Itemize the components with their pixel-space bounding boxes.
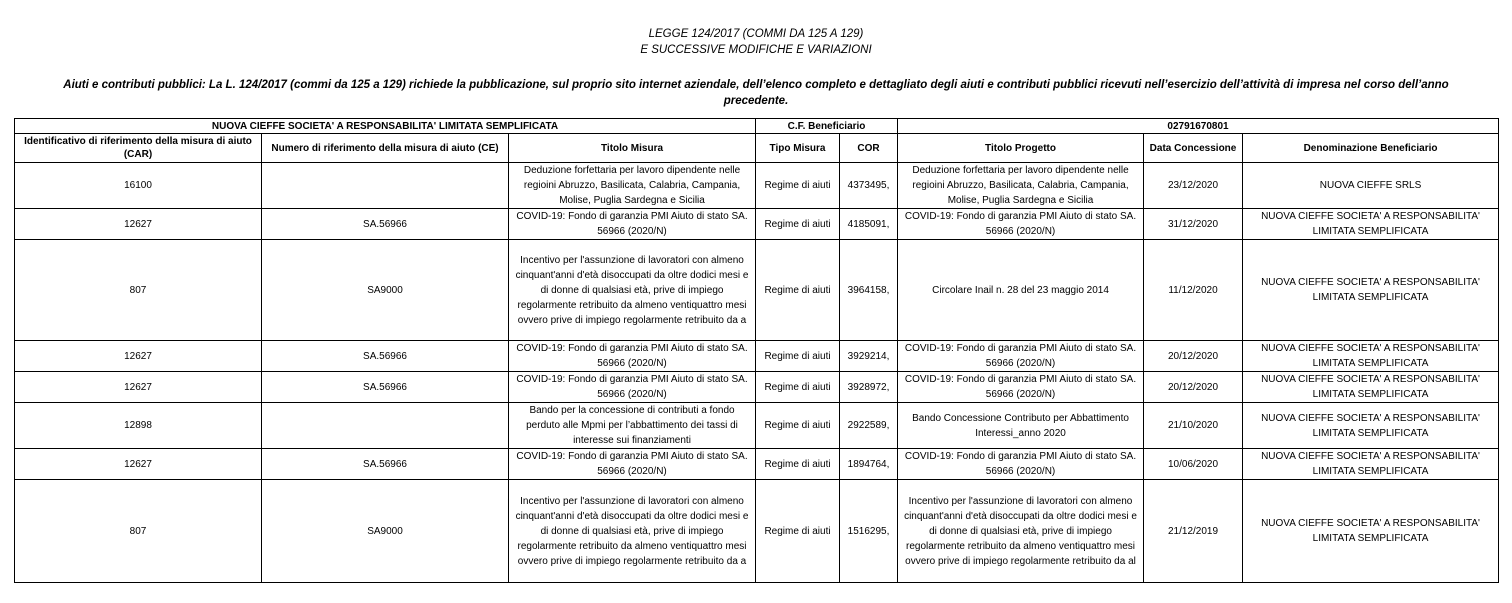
- cell-denominazione: NUOVA CIEFFE SOCIETA' A RESPONSABILITA' LIMITATA SEMPLIFICATA: [1243, 372, 1499, 403]
- cell-ce: SA.56966: [262, 209, 509, 240]
- company-name: NUOVA CIEFFE SOCIETA' A RESPONSABILITA' LIMITATA SEMPLIFICATA: [15, 119, 756, 134]
- column-header-row: [15, 134, 1499, 163]
- cell-cor: 2922589,: [840, 403, 898, 449]
- cell-tipo-misura: Regime di aiuti: [756, 341, 840, 372]
- header-data-concessione: Data Concessione: [1144, 134, 1243, 163]
- company-row: [15, 119, 1499, 134]
- header-tipo-misura: Tipo Misura: [756, 134, 840, 163]
- cell-data-concessione: 21/10/2020: [1144, 403, 1243, 449]
- cell-titolo-misura: Incentivo per l'assunzione di lavoratori con almeno cinquant'anni d'età disoccupati da oltre dodici mesi e di donne di qualsiasi età, prive di impiego regolarmente retribuito da almeno ventiquattro mesi ovvero prive di impiego regolarmente retribuito da a: [509, 240, 756, 341]
- table-row: [15, 341, 1499, 372]
- cell-data-concessione: 31/12/2020: [1144, 209, 1243, 240]
- table-row: [15, 480, 1499, 583]
- cell-car: 12627: [15, 449, 262, 480]
- cell-titolo-misura: COVID-19: Fondo di garanzia PMI Aiuto di stato SA. 56966 (2020/N): [509, 372, 756, 403]
- cell-titolo-progetto: Incentivo per l'assunzione di lavoratori con almeno cinquant'anni d'età disoccupati da oltre dodici mesi e di donne di qualsiasi età, prive di impiego regolarmente retribuito da almeno ventiquattro mesi ovvero prive di impiego regolarmente retribuito da al: [898, 480, 1144, 583]
- table-row: [15, 209, 1499, 240]
- header-denominazione: Denominazione Beneficiario: [1243, 134, 1499, 163]
- cell-cor: 4373495,: [840, 163, 898, 209]
- cell-denominazione: NUOVA CIEFFE SOCIETA' A RESPONSABILITA' LIMITATA SEMPLIFICATA: [1243, 341, 1499, 372]
- header-car: Identificativo di riferimento della misura di aiuto (CAR): [15, 134, 262, 163]
- cell-titolo-progetto: Deduzione forfettaria per lavoro dipendente nelle regioini Abruzzo, Basilicata, Calabria, Campania, Molise, Puglia Sardegna e Sicilia: [898, 163, 1144, 209]
- document-title: [0, 26, 1512, 58]
- intro-paragraph: [30, 77, 1482, 109]
- cell-titolo-misura: COVID-19: Fondo di garanzia PMI Aiuto di stato SA. 56966 (2020/N): [509, 341, 756, 372]
- cell-denominazione: NUOVA CIEFFE SRLS: [1243, 163, 1499, 209]
- cell-denominazione: NUOVA CIEFFE SOCIETA' A RESPONSABILITA' LIMITATA SEMPLIFICATA: [1243, 240, 1499, 341]
- cell-ce: [262, 403, 509, 449]
- table-row: [15, 372, 1499, 403]
- cell-titolo-misura: Incentivo per l'assunzione di lavoratori con almeno cinquant'anni d'età disoccupati da oltre dodici mesi e di donne di qualsiasi età, prive di impiego regolarmente retribuito da almeno ventiquattro mesi ovvero prive di impiego regolarmente retribuito da a: [509, 480, 756, 583]
- cell-denominazione: NUOVA CIEFFE SOCIETA' A RESPONSABILITA' LIMITATA SEMPLIFICATA: [1243, 403, 1499, 449]
- title-line-1: LEGGE 124/2017 (COMMI DA 125 A 129): [648, 28, 864, 40]
- cell-ce: SA9000: [262, 240, 509, 341]
- cell-ce: SA9000: [262, 480, 509, 583]
- cell-cor: 3929214,: [840, 341, 898, 372]
- cell-titolo-misura: COVID-19: Fondo di garanzia PMI Aiuto di stato SA. 56966 (2020/N): [509, 449, 756, 480]
- cell-car: 16100: [15, 163, 262, 209]
- cell-car: 12627: [15, 341, 262, 372]
- intro-line-1: Aiuti e contributi pubblici: La L. 124/2017 (commi da 125 a 129) richiede la pubblicazione, sul proprio sito internet aziendale, dell’elenco completo e dettagliato degli aiuti e contributi pubblici ricevuti nell’esercizio dell’attività di impresa nel corso dell’anno: [63, 79, 1449, 91]
- cell-denominazione: NUOVA CIEFFE SOCIETA' A RESPONSABILITA' LIMITATA SEMPLIFICATA: [1243, 449, 1499, 480]
- cell-data-concessione: 20/12/2020: [1144, 341, 1243, 372]
- cell-ce: [262, 163, 509, 209]
- cell-ce: SA.56966: [262, 372, 509, 403]
- header-ce: Numero di riferimento della misura di aiuto (CE): [262, 134, 509, 163]
- cell-titolo-misura: Deduzione forfettaria per lavoro dipendente nelle regioini Abruzzo, Basilicata, Calabria, Campania, Molise, Puglia Sardegna e Sicilia: [509, 163, 756, 209]
- table-body: [15, 119, 1499, 583]
- cell-cor: 3928972,: [840, 372, 898, 403]
- cell-ce: SA.56966: [262, 341, 509, 372]
- cell-car: 807: [15, 240, 262, 341]
- cell-cor: 1516295,: [840, 480, 898, 583]
- cell-cor: 3964158,: [840, 240, 898, 341]
- cell-titolo-misura: COVID-19: Fondo di garanzia PMI Aiuto di stato SA. 56966 (2020/N): [509, 209, 756, 240]
- cell-cor: 4185091,: [840, 209, 898, 240]
- cell-tipo-misura: Regime di aiuti: [756, 372, 840, 403]
- cell-tipo-misura: Regime di aiuti: [756, 480, 840, 583]
- cell-titolo-progetto: Bando Concessione Contributo per Abbattimento Interessi_anno 2020: [898, 403, 1144, 449]
- cell-data-concessione: 21/12/2019: [1144, 480, 1243, 583]
- cell-titolo-progetto: COVID-19: Fondo di garanzia PMI Aiuto di stato SA. 56966 (2020/N): [898, 372, 1144, 403]
- cell-data-concessione: 11/12/2020: [1144, 240, 1243, 341]
- cell-tipo-misura: Regime di aiuti: [756, 163, 840, 209]
- header-titolo-progetto: Titolo Progetto: [898, 134, 1144, 163]
- cell-titolo-progetto: COVID-19: Fondo di garanzia PMI Aiuto di stato SA. 56966 (2020/N): [898, 209, 1144, 240]
- cell-data-concessione: 10/06/2020: [1144, 449, 1243, 480]
- cell-tipo-misura: Regime di aiuti: [756, 449, 840, 480]
- cell-data-concessione: 20/12/2020: [1144, 372, 1243, 403]
- header-titolo-misura: Titolo Misura: [509, 134, 756, 163]
- cell-data-concessione: 23/12/2020: [1144, 163, 1243, 209]
- cell-denominazione: NUOVA CIEFFE SOCIETA' A RESPONSABILITA' LIMITATA SEMPLIFICATA: [1243, 480, 1499, 583]
- cell-titolo-misura: Bando per la concessione di contributi a fondo perduto alle Mpmi per l’abbattimento dei tassi di interesse sui finanziamenti: [509, 403, 756, 449]
- cell-cor: 1894764,: [840, 449, 898, 480]
- cell-titolo-progetto: Circolare Inail n. 28 del 23 maggio 2014: [898, 240, 1144, 341]
- cf-label: C.F. Beneficiario: [756, 119, 898, 134]
- table-row: [15, 240, 1499, 341]
- cell-car: 12627: [15, 372, 262, 403]
- title-line-2: E SUCCESSIVE MODIFICHE E VARIAZIONI: [640, 44, 872, 56]
- header-cor: COR: [840, 134, 898, 163]
- table-row: [15, 449, 1499, 480]
- cell-titolo-progetto: COVID-19: Fondo di garanzia PMI Aiuto di stato SA. 56966 (2020/N): [898, 341, 1144, 372]
- cell-tipo-misura: Regime di aiuti: [756, 403, 840, 449]
- cell-denominazione: NUOVA CIEFFE SOCIETA' A RESPONSABILITA' LIMITATA SEMPLIFICATA: [1243, 209, 1499, 240]
- cell-ce: SA.56966: [262, 449, 509, 480]
- cell-tipo-misura: Regime di aiuti: [756, 209, 840, 240]
- cf-value: 02791670801: [898, 119, 1499, 134]
- cell-titolo-progetto: COVID-19: Fondo di garanzia PMI Aiuto di stato SA. 56966 (2020/N): [898, 449, 1144, 480]
- cell-car: 12627: [15, 209, 262, 240]
- intro-line-2: precedente.: [723, 95, 789, 107]
- cell-car: 12898: [15, 403, 262, 449]
- table-row: [15, 403, 1499, 449]
- cell-tipo-misura: Regime di aiuti: [756, 240, 840, 341]
- aid-table: [14, 118, 1499, 583]
- table-row: [15, 163, 1499, 209]
- cell-car: 807: [15, 480, 262, 583]
